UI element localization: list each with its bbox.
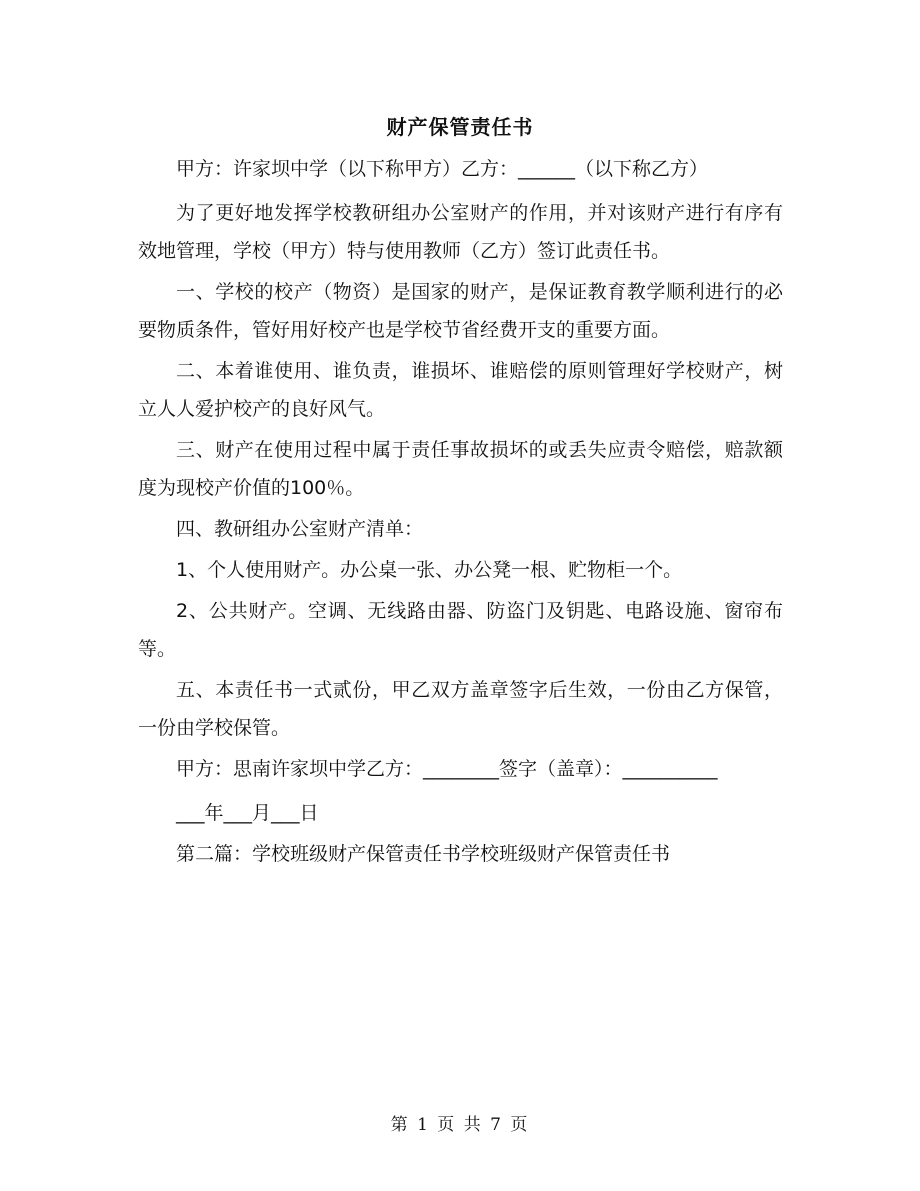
date-line: ___年___月___日 [176, 802, 319, 824]
clause-four: 四、教研组办公室财产清单： [176, 518, 424, 540]
list-item-personal: 1、个人使用财产。办公桌一张、办公凳一根、贮物柜一个。 [176, 559, 683, 581]
clause-one: 一、学校的校产（物资）是国家的财产，是保证教育教学顺利进行的必要物质条件，管好用好校产也是学校节省经费开支的重要方面。 [138, 281, 783, 341]
document-title: 财产保管责任书 [386, 115, 534, 139]
clause-two: 二、本着谁使用、谁负责，谁损坏、谁赔偿的原则管理好学校财产，树立人人爱护校产的良好风气。 [138, 360, 783, 420]
page-number: 第 1 页 共 7 页 [390, 1115, 530, 1135]
signature-line: 甲方：思南许家坝中学乙方：________签字（盖章）：__________ [176, 758, 718, 780]
intro-paragraph: 为了更好地发挥学校教研组办公室财产的作用，并对该财产进行有序有效地管理，学校（甲方）特与使用教师（乙方）签订此责任书。 [138, 202, 783, 262]
list-item-public: 2、公共财产。空调、无线路由器、防盗门及钥匙、电路设施、窗帘布等。 [138, 600, 783, 660]
parties-line: 甲方：许家坝中学（以下称甲方）乙方：______（以下称乙方） [176, 158, 709, 180]
document-body [138, 150, 783, 876]
clause-five: 五、本责任书一式贰份，甲乙双方盖章签字后生效，一份由乙方保管，一份由学校保管。 [138, 679, 783, 739]
clause-three: 三、财产在使用过程中属于责任事故损坏的或丢失应责令赔偿，赔款额度为现校产价值的100％。 [138, 439, 783, 499]
second-article-heading: 第二篇：学校班级财产保管责任书学校班级财产保管责任书 [176, 843, 671, 865]
